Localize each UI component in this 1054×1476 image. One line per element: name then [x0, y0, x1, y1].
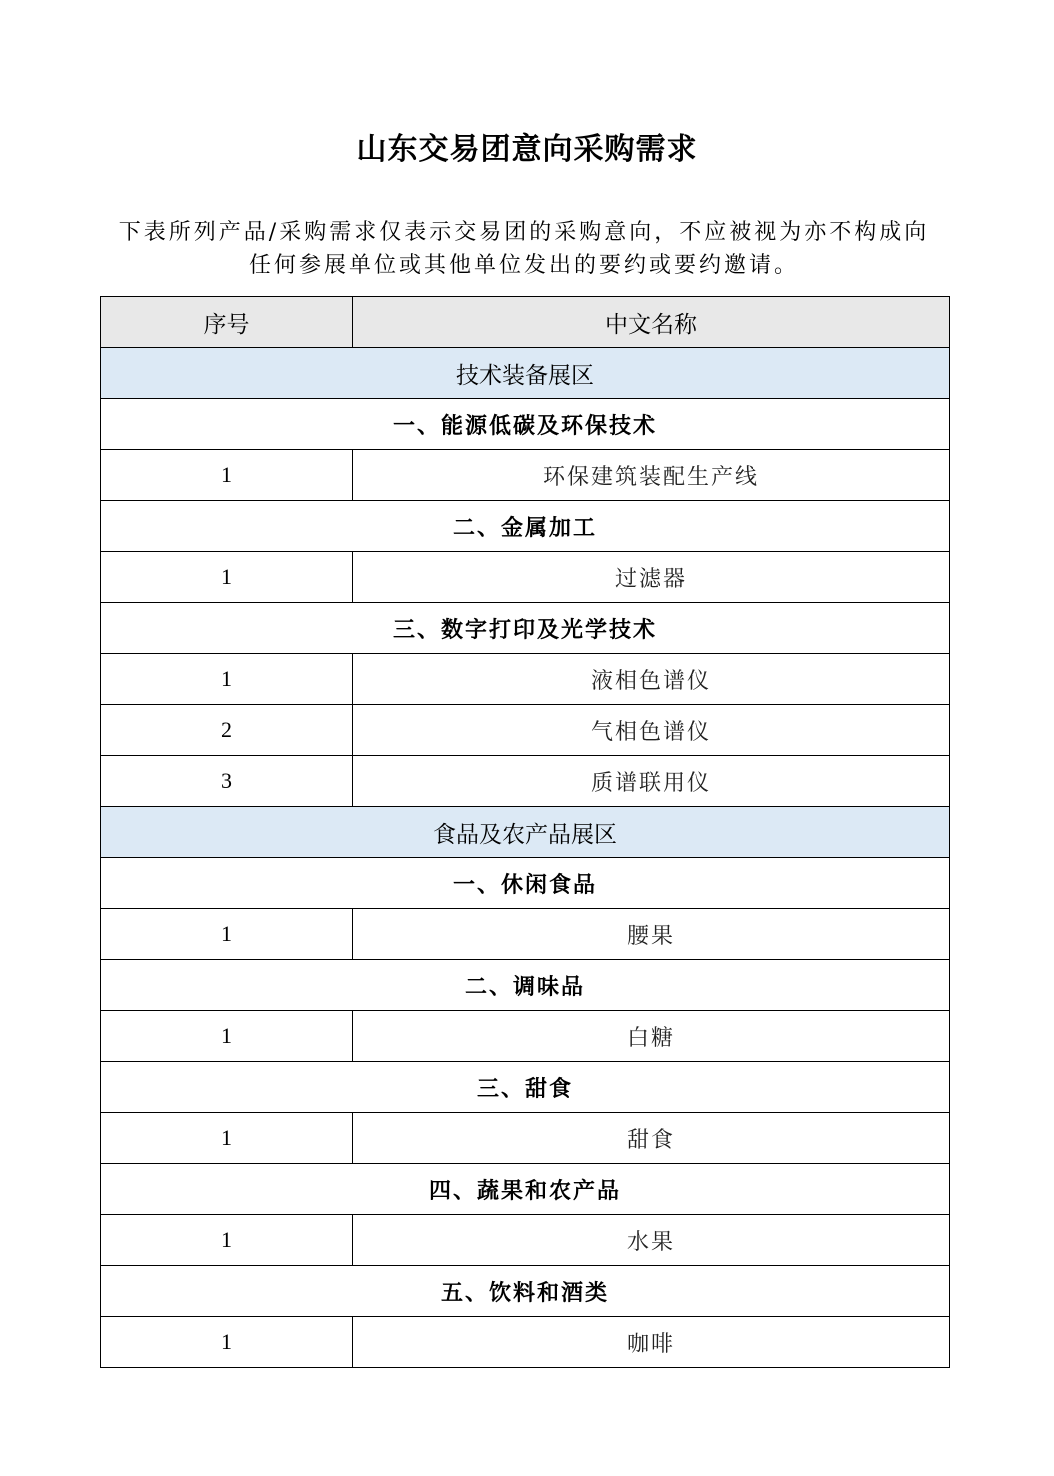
page-title: 山东交易团意向采购需求	[356, 132, 698, 167]
disclaimer-line: 任何参展单位或其他单位发出的要约或要约邀请。	[248, 253, 799, 278]
table-row	[101, 1317, 950, 1368]
category-row	[101, 603, 950, 654]
category-row	[101, 1062, 950, 1113]
item-number: 2	[101, 705, 353, 756]
table-row	[101, 1215, 950, 1266]
table-row	[101, 1011, 950, 1062]
item-number: 1	[101, 1011, 353, 1062]
category-row	[101, 1164, 950, 1215]
item-name: 质谱联用仪	[353, 756, 950, 807]
item-name: 白糖	[353, 1011, 950, 1062]
category-title: 一、休闲食品	[101, 858, 950, 909]
item-number: 1	[101, 552, 353, 603]
item-name: 腰果	[353, 909, 950, 960]
item-number: 1	[101, 1113, 353, 1164]
header-serial-number: 序号	[101, 297, 353, 348]
table-row	[101, 909, 950, 960]
item-number: 1	[101, 654, 353, 705]
item-name: 气相色谱仪	[353, 705, 950, 756]
procurement-table	[100, 296, 950, 1368]
table-row	[101, 450, 950, 501]
table-row	[101, 1113, 950, 1164]
category-title: 五、饮料和酒类	[101, 1266, 950, 1317]
item-number: 1	[101, 909, 353, 960]
disclaimer-note	[100, 216, 948, 282]
item-name: 液相色谱仪	[353, 654, 950, 705]
table-row	[101, 654, 950, 705]
item-name: 环保建筑装配生产线	[353, 450, 950, 501]
zone-row	[101, 807, 950, 858]
category-row	[101, 960, 950, 1011]
category-row	[101, 1266, 950, 1317]
item-number: 3	[101, 756, 353, 807]
item-name: 咖啡	[353, 1317, 950, 1368]
category-title: 一、能源低碳及环保技术	[101, 399, 950, 450]
category-row	[101, 858, 950, 909]
item-number: 1	[101, 1317, 353, 1368]
category-title: 三、甜食	[101, 1062, 950, 1113]
item-name: 过滤器	[353, 552, 950, 603]
item-name: 水果	[353, 1215, 950, 1266]
disclaimer-line: 下表所列产品/采购需求仅表示交易团的采购意向，不应被视为亦不构成向	[118, 220, 930, 245]
category-title: 二、金属加工	[101, 501, 950, 552]
table-header-row	[101, 297, 950, 348]
zone-row	[101, 348, 950, 399]
category-title: 四、蔬果和农产品	[101, 1164, 950, 1215]
table-row	[101, 552, 950, 603]
header-chinese-name: 中文名称	[353, 297, 950, 348]
category-title: 二、调味品	[101, 960, 950, 1011]
table-row	[101, 705, 950, 756]
item-name: 甜食	[353, 1113, 950, 1164]
zone-title: 食品及农产品展区	[101, 807, 950, 858]
item-number: 1	[101, 1215, 353, 1266]
zone-title: 技术装备展区	[101, 348, 950, 399]
category-title: 三、数字打印及光学技术	[101, 603, 950, 654]
item-number: 1	[101, 450, 353, 501]
category-row	[101, 501, 950, 552]
category-row	[101, 399, 950, 450]
table-row	[101, 756, 950, 807]
